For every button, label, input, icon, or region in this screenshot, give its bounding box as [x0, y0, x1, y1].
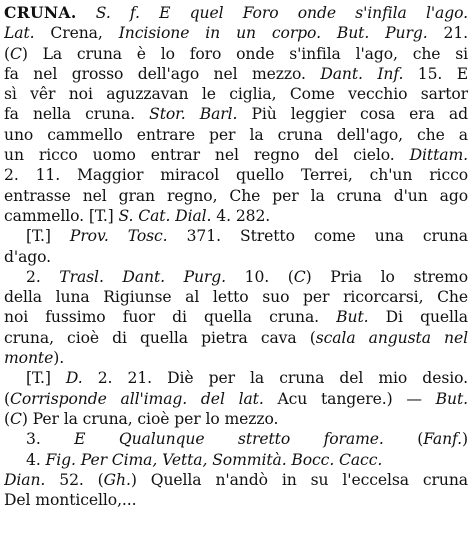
italic-text: Lat. [4, 24, 35, 43]
text-run: ) Quella n'andò in su l'eccelsa cruna [130, 470, 468, 489]
entry-line [4, 247, 468, 267]
text-run: 4. 282. [211, 206, 271, 225]
text-run: 3. [26, 430, 75, 449]
italic-text: Stor. Barl. [149, 105, 238, 124]
italic-text: S. Cat. Dial. [118, 206, 212, 225]
entry-line [4, 84, 468, 104]
italic-text: Incisione in un corpo. But. Purg. [118, 24, 428, 43]
text-run: 4. [26, 450, 46, 469]
text-run: d'ago. [4, 247, 52, 266]
entry-line [4, 389, 468, 409]
text-run: 52. ( [45, 470, 104, 489]
text-run: ( [4, 44, 10, 63]
headword: CRUNA. [4, 3, 77, 22]
italic-text: Fig. Per Cima, Vetta, Sommità. Bocc. Cacc. [45, 450, 383, 469]
text-run: ) Per la cruna, cioè per lo mezzo. [21, 409, 279, 428]
dictionary-entry [4, 3, 468, 510]
text-run: [T.] [26, 369, 66, 388]
entry-line [4, 328, 468, 348]
italic-text: But. [435, 389, 468, 408]
entry-line [4, 348, 468, 368]
italic-text: Fanf. [423, 430, 463, 449]
italic-text: C [9, 409, 22, 428]
entry-line [4, 104, 468, 124]
italic-text: D. [65, 369, 83, 388]
entry-line [4, 206, 468, 226]
entry-line [4, 125, 468, 145]
text-run [77, 4, 96, 22]
entry-line [4, 450, 468, 470]
text-run: 21. [427, 24, 468, 43]
italic-text: Prov. Tosc. [69, 227, 168, 246]
entry-line [4, 186, 468, 206]
italic-text: scala angusta nel [315, 328, 468, 347]
text-run: fa nella cruna. [4, 105, 150, 124]
text-run: un ricco uomo entrar nel regno del cielo. [4, 146, 410, 165]
text-run: Acu tangere.) — [263, 389, 436, 408]
text-run: entrasse nel gran regno, Che per la cruna d'un ago [4, 186, 468, 205]
italic-text: E Qualunque stretto forame. [74, 430, 384, 449]
entry-line [4, 307, 468, 327]
text-run: fa nel grosso dell'ago nel mezzo. [4, 64, 321, 83]
entry-line [4, 490, 468, 510]
italic-text: S. f. E quel Foro onde s'infila l'ago. [95, 4, 468, 22]
text-run: 2. 21. Diè per la cruna del mio desio. [82, 369, 468, 388]
italic-text: C [293, 267, 306, 286]
text-run: ) Pria lo stremo [305, 267, 468, 286]
text-run: uno cammello entrare per la cruna dell'ago, che a [4, 125, 468, 144]
text-run: sì vêr noi aguzzavan le ciglia, Come vecchio sartor [4, 85, 468, 104]
text-run: ) [462, 430, 468, 449]
text-run: noi fussimo fuor di quella cruna. [4, 308, 337, 327]
text-run: ) La cruna è lo foro onde s'infila l'ago, che si [21, 44, 468, 63]
entry-line [4, 64, 468, 84]
entry-line [4, 287, 468, 307]
text-run: ). [53, 349, 65, 368]
entry-line [4, 470, 468, 490]
text-run: ( [383, 430, 424, 449]
entry-line [4, 23, 468, 43]
entry-line [4, 226, 468, 246]
text-run: 371. Stretto come una cruna [167, 227, 468, 246]
italic-text: Gh. [103, 470, 131, 489]
text-run: ( [4, 409, 10, 428]
text-run: 10. ( [226, 267, 294, 286]
italic-text: monte [4, 349, 54, 368]
italic-text: Dittam. [409, 146, 468, 165]
text-run: Crena, [34, 24, 119, 43]
entry-line [4, 429, 468, 449]
text-run: [T.] [26, 227, 70, 246]
italic-text: Corrisponde all'imag. del lat. [9, 389, 264, 408]
text-run: Di quella [368, 308, 468, 327]
entry-line [4, 3, 468, 23]
text-run: 2. [26, 267, 60, 286]
text-run: ( [4, 389, 10, 408]
text-run: Più leggier cosa era ad [237, 105, 468, 124]
text-run: 15. E [403, 64, 468, 83]
italic-text: But. [336, 308, 369, 327]
italic-text: Trasl. Dant. Purg. [59, 267, 227, 286]
entry-line [4, 44, 468, 64]
entry-line [4, 145, 468, 165]
italic-text: Dian. [4, 470, 46, 489]
text-run: della luna Rigiunse al letto suo per ricorcarsi, Che [4, 288, 468, 307]
text-run: cruna, cioè di quella pietra cava ( [4, 328, 316, 347]
entry-line [4, 267, 468, 287]
entry-line [4, 165, 468, 185]
text-run: cammello. [T.] [4, 206, 119, 225]
text-run: 2. 11. Maggior miracol quello Terrei, ch'un ricco [4, 166, 468, 185]
entry-line [4, 409, 468, 429]
entry-line [4, 368, 468, 388]
italic-text: Dant. Inf. [320, 64, 404, 83]
italic-text: C [9, 44, 22, 63]
text-run: Del monticello,... [4, 491, 137, 510]
